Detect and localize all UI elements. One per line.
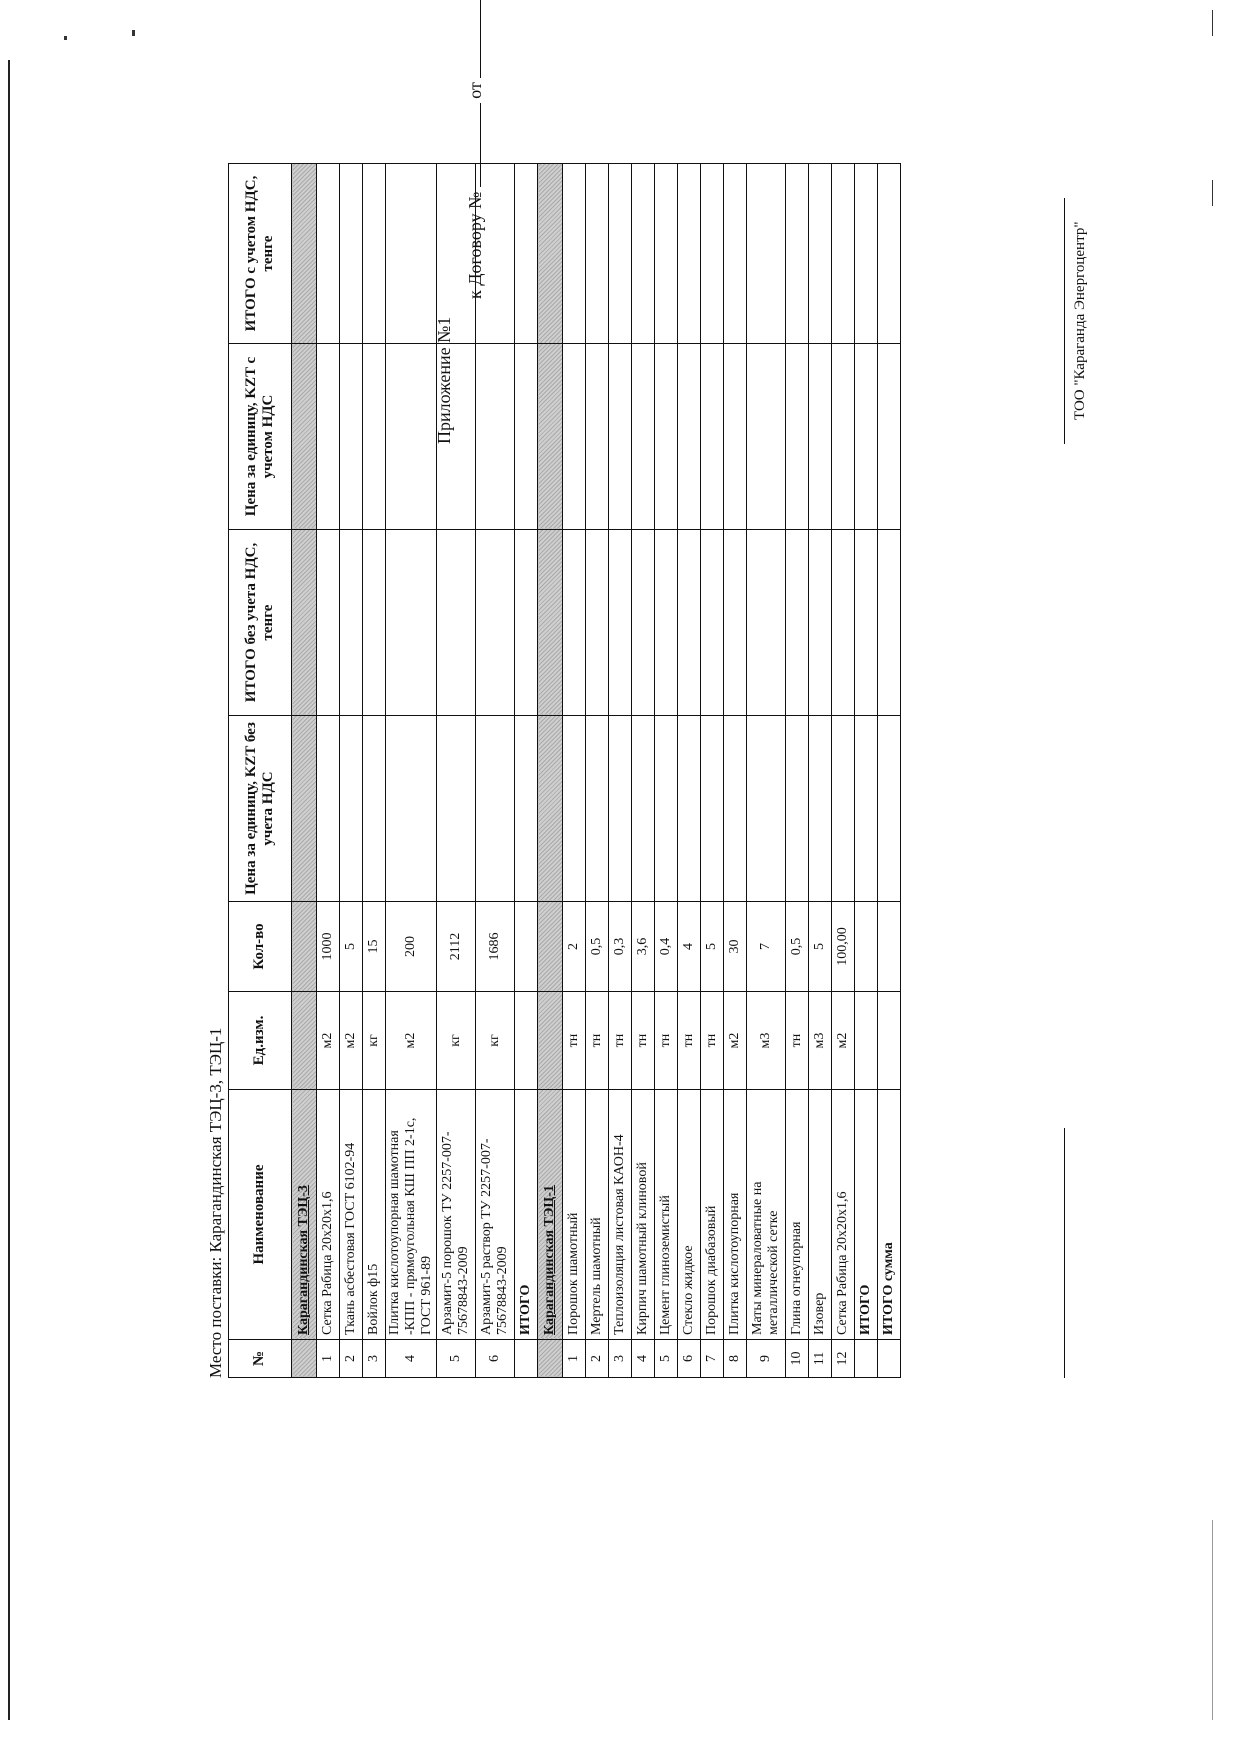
table-row: 4 Кирпич шамотный клиновой тн 3,6: [632, 164, 655, 1378]
signature-line-left: [1064, 1128, 1065, 1378]
table-row: 1 Порошок шамотный тн 2: [563, 164, 586, 1378]
table-row: 3 Войлок ф15 кг 15: [363, 164, 386, 1378]
table-row: 10 Глина огнеупорная тн 0,5: [786, 164, 809, 1378]
appendix-title: Приложение №1: [434, 316, 454, 444]
table-row: 6 Стекло жидкое тн 4: [678, 164, 701, 1378]
total-label: ИТОГО: [515, 1090, 538, 1340]
delivery-place: Место поставки: Карагандинская ТЭЦ-3, ТЭЦ-1: [206, 1027, 225, 1378]
table-row: 11 Изовер м3 5: [809, 164, 832, 1378]
table-row: 1 Сетка Рабица 20х20х1,6 м2 1000: [317, 164, 340, 1378]
table-row: 3 Теплоизоляция листовая КАОН-4 тн 0,3: [609, 164, 632, 1378]
grand-total-label: ИТОГО сумма: [878, 1090, 901, 1340]
table-row: 2 Мертель шамотный тн 0,5: [586, 164, 609, 1378]
price-table: [228, 163, 901, 1378]
table-header-row: [229, 164, 292, 1378]
col-header-total-no-vat: ИТОГО без учета НДС, тенге: [229, 530, 292, 716]
section-title: Карагандинская ТЭЦ-3: [292, 1090, 317, 1340]
col-header-name: Наименование: [229, 1090, 292, 1340]
table-row: 5 Цемент глиноземистый тн 0,4: [655, 164, 678, 1378]
total-label: ИТОГО: [855, 1090, 878, 1340]
signature-organization: ТОО "Караганда Энергоцентр": [1072, 221, 1088, 420]
table-row: 7 Порошок диабазовый тн 5: [701, 164, 724, 1378]
table-row: 4 Плитка кислотоупорная шамотная -КПП - прямоугольная КШ ПП 2-1с, ГОСТ 961-89 м2 200: [386, 164, 437, 1378]
grand-total-row: [878, 164, 901, 1378]
contract-from: от: [465, 82, 485, 99]
table-row: 9 Маты минераловатные на металлической сетке м3 7: [747, 164, 786, 1378]
col-header-total-vat: ИТОГО с учетом НДС, тенге: [229, 164, 292, 344]
col-header-price-vat: Цена за единицу, KZT с учетом НДС: [229, 344, 292, 530]
col-header-qty: Кол-во: [229, 902, 292, 992]
section-header-tec3: [292, 164, 317, 1378]
table-row: 8 Плитка кислотоупорная м2 30: [724, 164, 747, 1378]
contract-prefix: к Договору №: [465, 191, 485, 299]
contract-date-blank: [464, 0, 481, 78]
table-row: 6 Арзамит-5 раствор ТУ 2257-007-75678843-2009 кг 1686: [476, 164, 515, 1378]
col-header-unit: Ед.изм.: [229, 992, 292, 1090]
table-row: 2 Ткань асбестовая ГОСТ 6102-94 м2 5: [340, 164, 363, 1378]
section-title: Карагандинская ТЭЦ-1: [538, 1090, 563, 1340]
section-total-row: [515, 164, 538, 1378]
section-header-tec1: [538, 164, 563, 1378]
table-row: 12 Сетка Рабица 20х20х1,6 м2 100,00: [832, 164, 855, 1378]
signature-line-right: [1064, 198, 1065, 444]
section-total-row: [855, 164, 878, 1378]
col-header-number: №: [229, 1340, 292, 1378]
col-header-price-no-vat: Цена за единицу, KZT без учета НДС: [229, 716, 292, 902]
table-row: 5 Арзамит-5 порошок ТУ 2257-007-75678843-2009 кг 2112: [437, 164, 476, 1378]
